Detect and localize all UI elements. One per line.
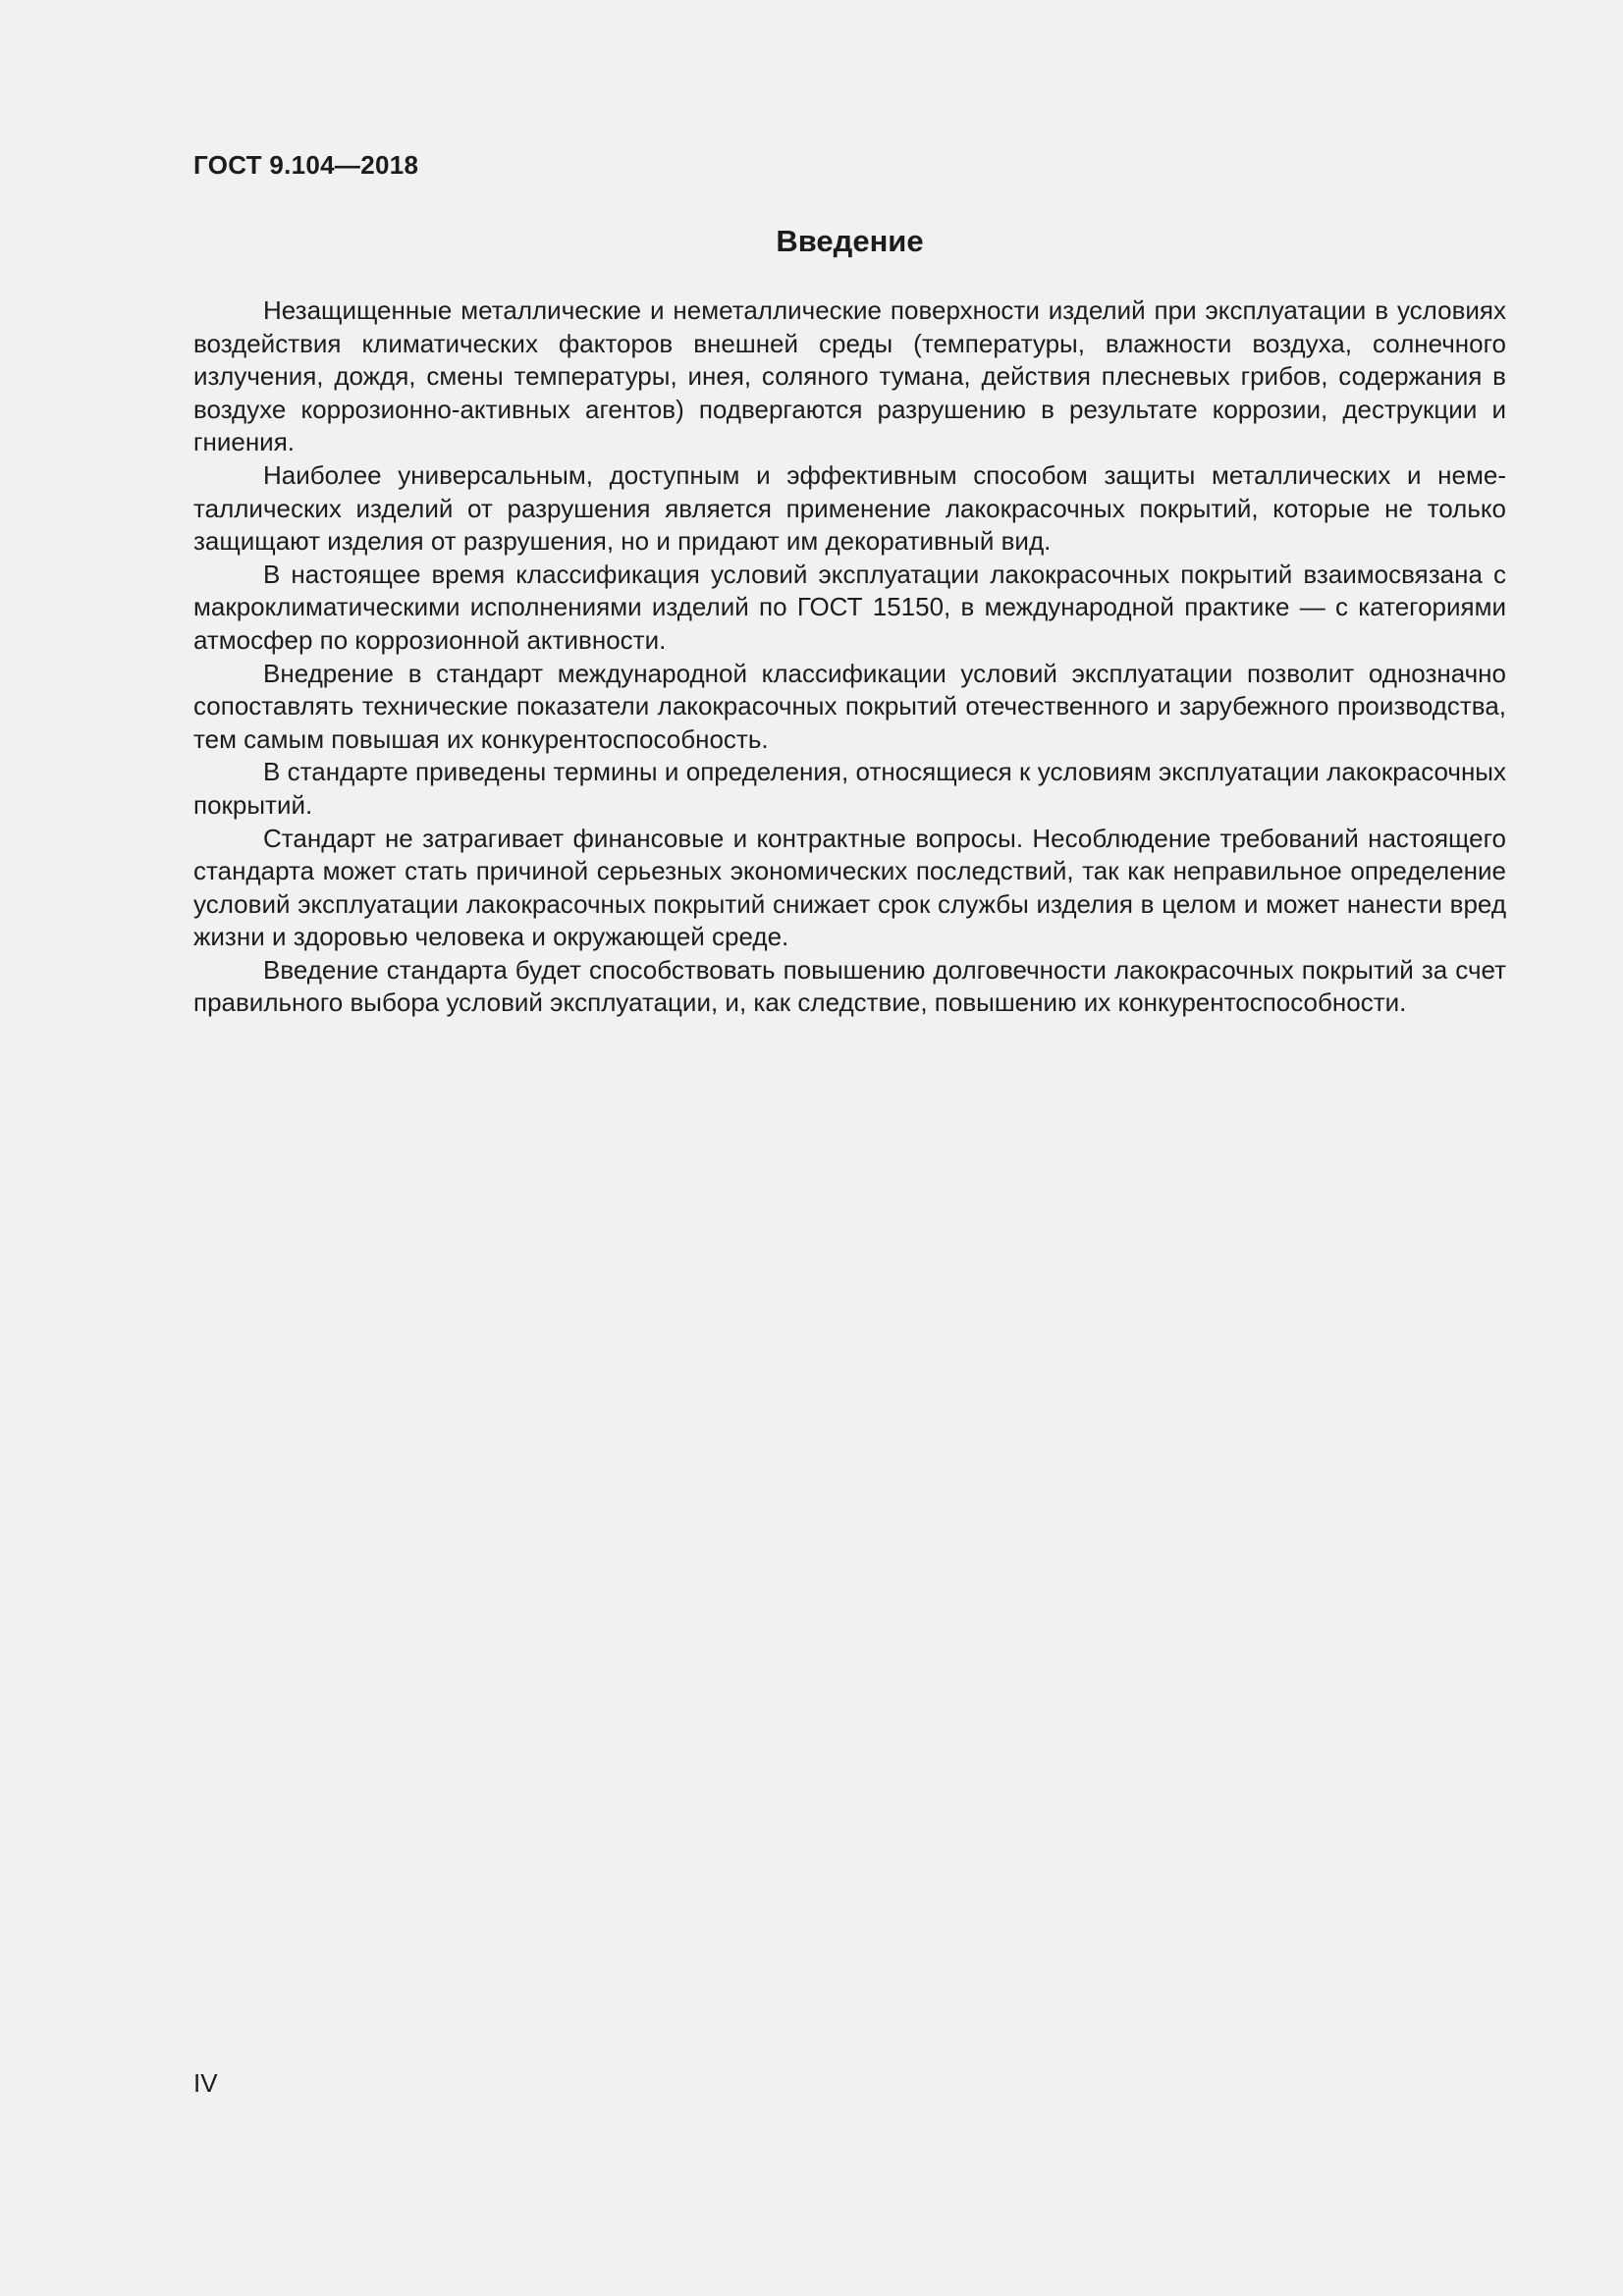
paragraph-3: В настоящее время классификация условий эксплуатации лакокрасочных покрытий взаимосвязана с макроклиматическими исполнениями изделий по ГОСТ 15150, в международной практике — с категориями атмосфер по коррозионной активности. (193, 559, 1506, 655)
introduction-body (193, 294, 1506, 1020)
paragraph-1: Незащищенные металлические и неметаллические поверхности изделий при эксплуатации в условиях воздействия климатических факторов внешней среды (температуры, влажности воздуха, солнечного излучения, дождя, смены температуры, инея, соляного тумана, действия плесневых грибов, содержания в воздухе коррозионно-активных агентов) подвергаются разрушению в результате коррозии, деструкции и гниения. (193, 295, 1506, 457)
paragraph-4: Внедрение в стандарт международной классификации условий эксплуатации позволит однозначно сопоставлять технические показатели лакокрасочных покрытий отечественного и зарубежного производства, тем самым повышая их конкурентоспособность. (193, 658, 1506, 754)
document-code-header: ГОСТ 9.104—2018 (193, 150, 419, 180)
paragraph-7: Введение стандарта будет способствовать повышению долговечности лакокрасочных покрытий за счет правильного выбора условий эксплуатации, и, как следствие, повышению их конкурентоспособности. (193, 954, 1506, 1018)
section-title: Введение (776, 224, 924, 258)
paragraph-6: Стандарт не затрагивает финансовые и контрактные вопросы. Несоблюдение требований настоящего стандарта может стать причиной серьезных экономических последствий, так как неправильное определение условий эксплуатации лакокрасочных покрытий снижает срок службы изделия в целом и может нанести вред жизни и здоровью человека и окружающей среде. (193, 823, 1506, 952)
paragraph-2: Наиболее универсальным, доступным и эффективным способом защиты металлических и неметаллических изделий от разрушения является применение лакокрасочных покрытий, которые не только защищают изделия от разрушения, но и придают им декоративный вид. (193, 459, 1506, 557)
paragraph-5: В стандарте приведены термины и определения, относящиеся к условиям эксплуатации лакокрасочных покрытий. (193, 757, 1506, 820)
page-number: IV (193, 2068, 218, 2098)
